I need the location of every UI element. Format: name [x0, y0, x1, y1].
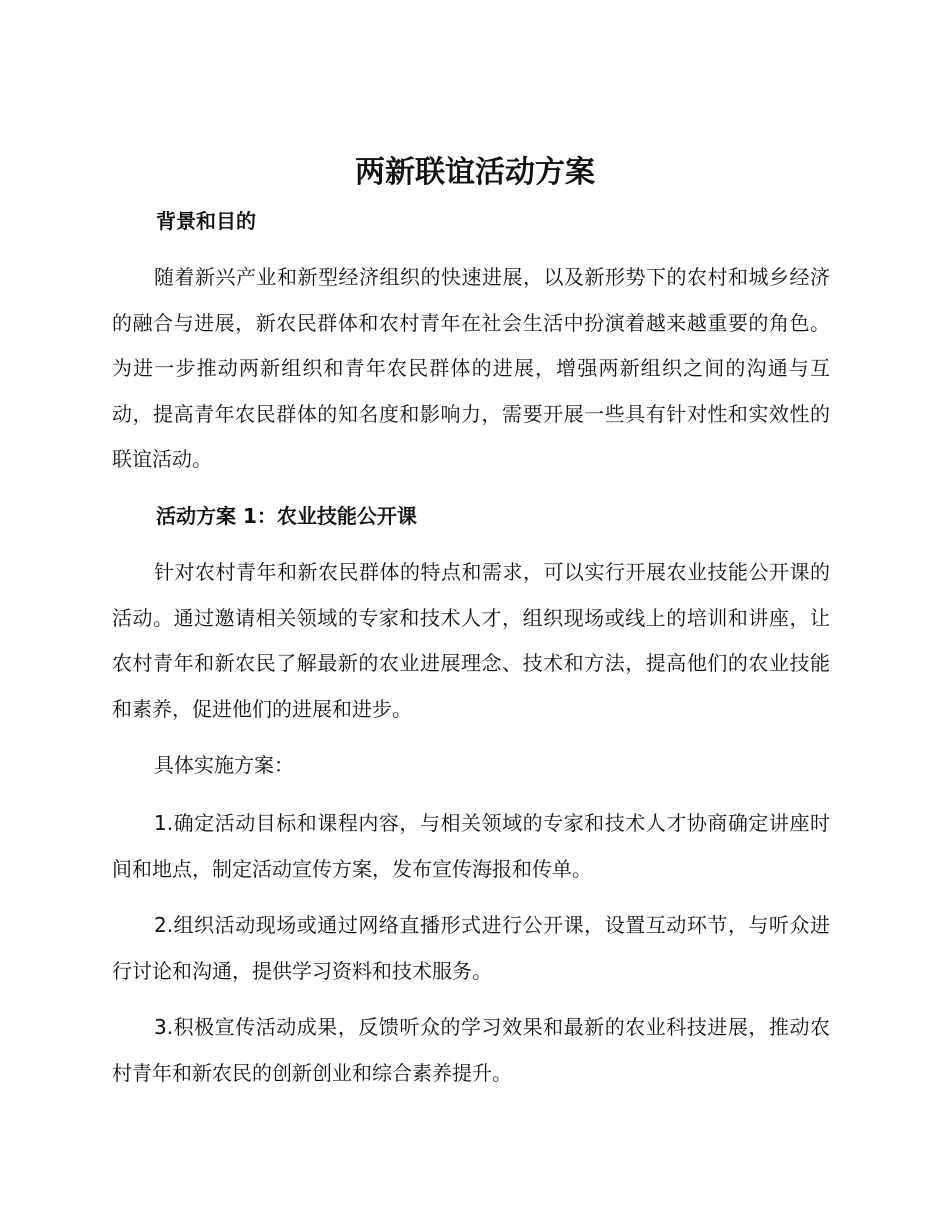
implementation-label: 具体实施方案： — [154, 753, 294, 777]
implementation-step-1: 1.确定活动目标和课程内容，与相关领域的专家和技术人才协商确定讲座时间和地点，制定活动宣传方案，发布宣传海报和传单。 — [112, 811, 830, 881]
section-heading-plan1: 活动方案 1：农业技能公开课 — [156, 504, 417, 528]
background-paragraph: 随着新兴产业和新型经济组织的快速进展，以及新形势下的农村和城乡经济的融合与进展，新农民群体和农村青年在社会生活中扮演着越来越重要的角色。为进一步推动两新组织和青年农民群体的进展，增强两新组织之间的沟通与互动，提高青年农民群体的知名度和影响力，需要开展一些具有针对性和实效性的联谊活动。 — [112, 265, 830, 471]
implementation-step-2: 2.组织活动现场或通过网络直播形式进行公开课，设置互动环节，与听众进行讨论和沟通，提供学习资料和技术服务。 — [112, 913, 830, 983]
section-heading-background: 背景和目的 — [156, 209, 256, 233]
implementation-step-3: 3.积极宣传活动成果，反馈听众的学习效果和最新的农业科技进展，推动农村青年和新农民的创新创业和综合素养提升。 — [112, 1015, 830, 1085]
document-title: 两新联谊活动方案 — [355, 155, 595, 190]
plan1-paragraph: 针对农村青年和新农民群体的特点和需求，可以实行开展农业技能公开课的活动。通过邀请相关领域的专家和技术人才，组织现场或线上的培训和讲座，让农村青年和新农民了解最新的农业进展理念、技术和方法，提高他们的农业技能和素养，促进他们的进展和进步。 — [112, 560, 830, 721]
